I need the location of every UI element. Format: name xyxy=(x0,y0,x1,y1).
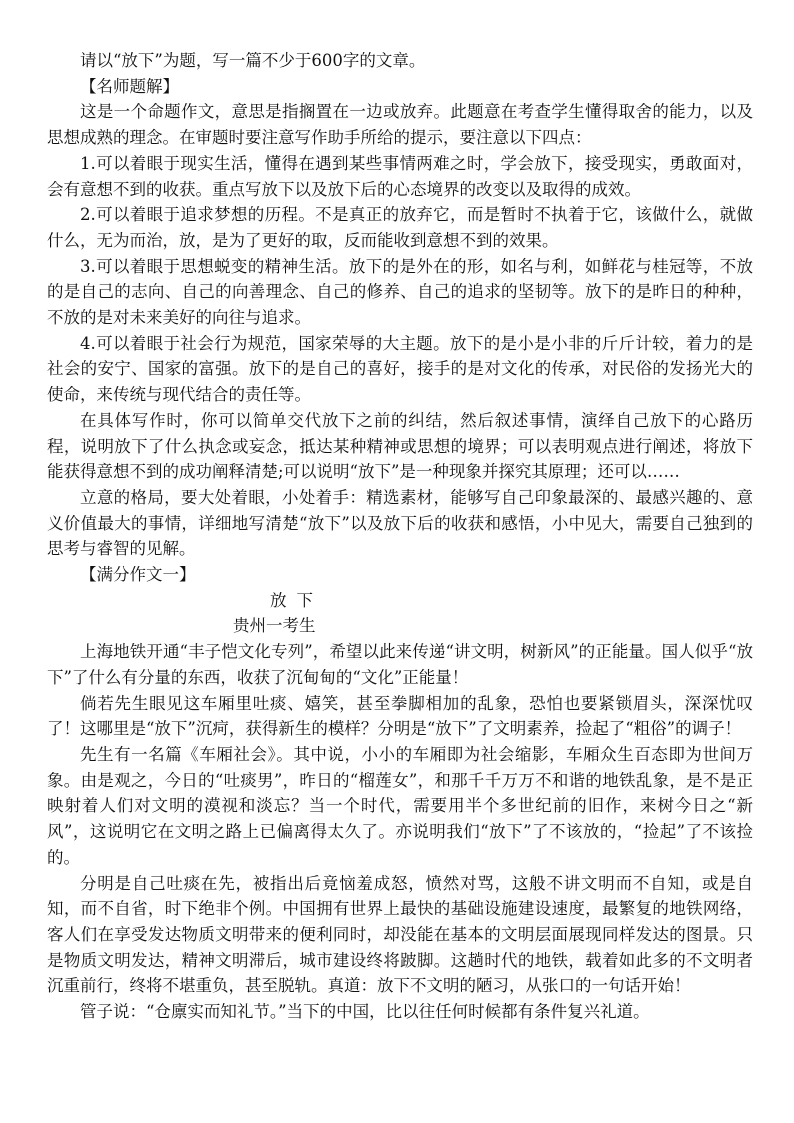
essay-paragraph: 上海地铁开通“丰子恺文化专列”，希望以此来传递“讲文明，树新风”的正能量。国人似乎“放下”了什么有分量的东西，收获了沉甸甸的“文化”正能量！ xyxy=(47,642,753,687)
guide-paragraph: 立意的格局，要大处着眼，小处着手：精选素材，能够写自己印象最深的、最感兴趣的、意义价值最大的事情，详细地写清楚“放下”以及放下后的收获和感悟，小中见大，需要自己独到的思考与睿智的见解。 xyxy=(47,487,753,559)
guide-paragraph: 1.可以着眼于现实生活，懂得在遇到某些事情两难之时，学会放下，接受现实，勇敢面对，会有意想不到的收获。重点写放下以及放下后的心态境界的改变以及取得的成效。 xyxy=(47,153,753,199)
document-page xyxy=(47,48,753,1025)
essay-paragraph: 分明是自己吐痰在先，被指出后竟恼羞成怒，愤然对骂，这般不讲文明而不自知，或是自知，而不自省，时下绝非个例。中国拥有世界上最快的基础设施建设速度，最繁复的地铁网络，客人们在享受发达物质文明带来的便利同时，却没能在基本的文明层面展现同样发达的图景。只是物质文明发达，精神文明滞后，城市建设终将跛脚。这趟时代的地铁，载着如此多的不文明者沉重前行，终将不堪重负，甚至脱轨。真道：放下不文明的陋习，从张口的一句话开始！ xyxy=(47,873,753,996)
essay-paragraph: 倘若先生眼见这车厢里吐痰、嬉笑，甚至拳脚相加的乱象，恐怕也要紧锁眉头，深深忧叹了！这哪里是“放下”沉疴，获得新生的模样？分明是“放下”了文明素养，捡起了“粗俗”的调子！ xyxy=(47,693,753,739)
essay-title: 放下 xyxy=(270,590,323,610)
essay-paragraph: 管子说：“仓廪实而知礼节。”当下的中国，比以往任何时候都有条件复兴礼道。 xyxy=(80,1002,650,1022)
essay-heading: 【满分作文一】 xyxy=(80,565,196,585)
essay-paragraph: 先生有一名篇《车厢社会》。其中说，小小的车厢即为社会缩影，车厢众生百态即为世间万象。由是观之，今日的“吐痰男”，昨日的“榴莲女”，和那千千万万不和谐的地铁乱象，是不是正映射着人们对文明的漠视和淡忘？当一个时代，需要用半个多世纪前的旧作，来树今日之“新风”，这说明它在文明之路上已偏离得太久了。亦说明我们“放下”了不该放的，“捡起”了不该捡的。 xyxy=(47,744,753,867)
guide-paragraph: 3.可以着眼于思想蜕变的精神生活。放下的是外在的形，如名与利，如鲜花与桂冠等，不放的是自己的志向、自己的向善理念、自己的修养、自己的追求的坚韧等。放下的是昨日的种种，不放的是对未来美好的向往与追求。 xyxy=(47,256,753,328)
essay-author: 贵州一考生 xyxy=(233,616,316,636)
guide-paragraph: 4.可以着眼于社会行为规范，国家荣辱的大主题。放下的是小是小非的斤斤计较，着力的是社会的安宁、国家的富强。放下的是自己的喜好，接手的是对文化的传承，对民俗的发扬光大的使命，来传统与现代结合的责任等。 xyxy=(47,333,753,405)
guide-paragraph: 在具体写作时，你可以简单交代放下之前的纠结，然后叙述事情，演绎自己放下的心路历程，说明放下了什么执念或妄念，抵达某种精神或思想的境界；可以表明观点进行阐述，将放下能获得意想不到的成功阐释清楚;可以说明“放下”是一种现象并探究其原理；还可以…… xyxy=(47,410,753,482)
guide-paragraph: 2.可以着眼于追求梦想的历程。不是真正的放弃它，而是暂时不执着于它，该做什么，就做什么，无为而治，放，是为了更好的取，反而能收到意想不到的效果。 xyxy=(47,205,753,250)
guide-paragraph: 这是一个命题作文，意思是指搁置在一边或放弃。此题意在考查学生懂得取舍的能力，以及思想成熟的理念。在审题时要注意写作助手所给的提示，要注意以下四点： xyxy=(47,102,753,148)
essay-prompt: 请以“放下”为题，写一篇不少于600字的文章。 xyxy=(80,51,426,70)
guide-heading: 【名师题解】 xyxy=(80,76,179,96)
